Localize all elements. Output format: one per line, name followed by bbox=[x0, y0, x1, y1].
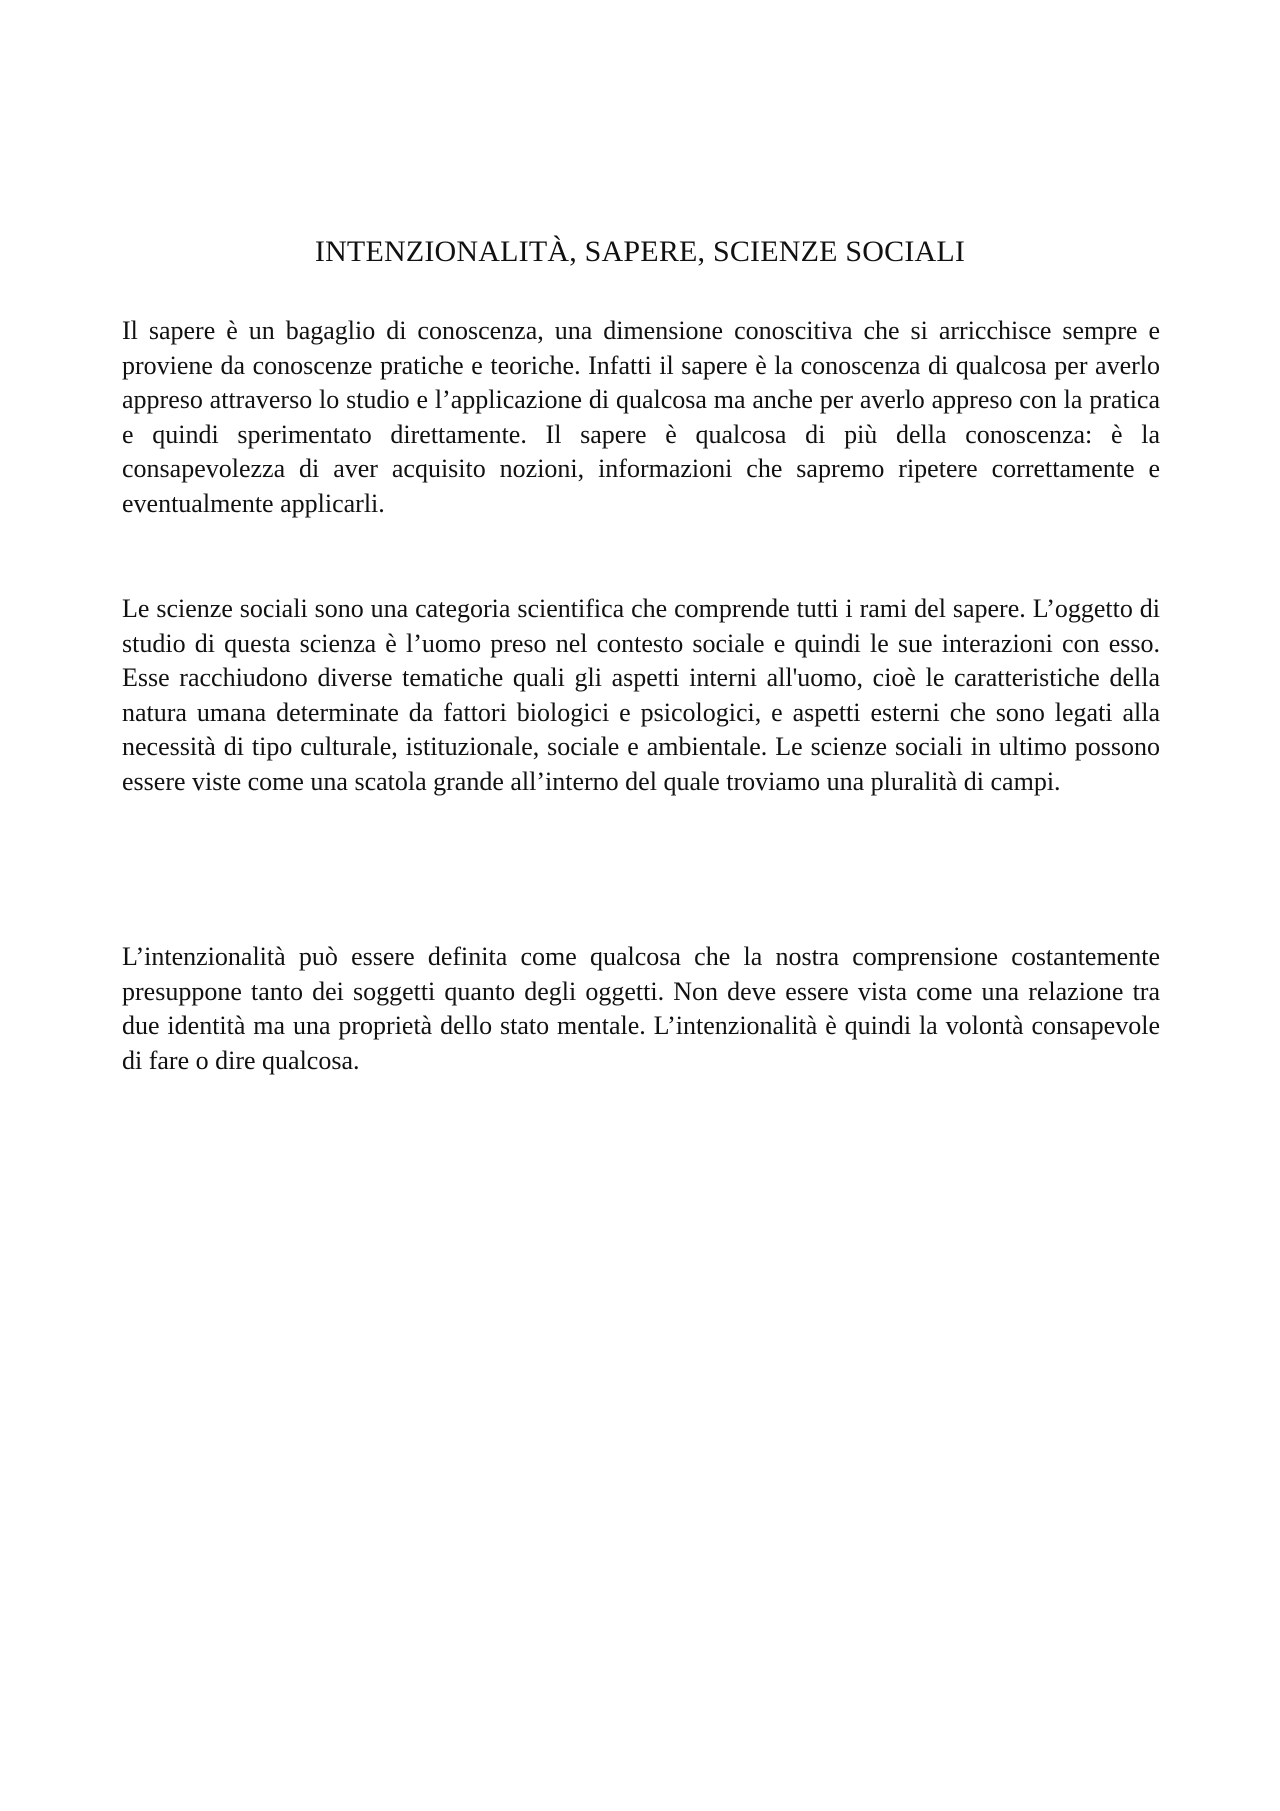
paragraph-scienze-sociali: Le scienze sociali sono una categoria scientifica che comprende tutti i rami del sapere. L’oggetto di studio di questa scienza è l’uomo preso nel contesto sociale e quindi le sue interazioni con esso. Esse racchiudono diverse tematiche quali gli aspetti interni all'uomo, cioè le caratteristiche della natura umana determinate da fattori biologici e psicologici, e aspetti esterni che sono legati alla necessità di tipo culturale, istituzionale, sociale e ambientale. Le scienze sociali in ultimo possono essere viste come una scatola grande all’interno del quale troviamo una pluralità di campi. bbox=[122, 594, 1160, 796]
paragraph-intenzionalita: L’intenzionalità può essere definita come qualcosa che la nostra comprensione costantemente presuppone tanto dei soggetti quanto degli oggetti. Non deve essere vista come una relazione tra due identità ma una proprietà dello stato mentale. L’intenzionalità è quindi la volontà consapevole di fare o dire qualcosa. bbox=[122, 942, 1160, 1075]
document-title: INTENZIONALITÀ, SAPERE, SCIENZE SOCIALI bbox=[314, 235, 966, 268]
paragraph-sapere: Il sapere è un bagaglio di conoscenza, una dimensione conoscitiva che si arricchisce sempre e proviene da conoscenze pratiche e teoriche. Infatti il sapere è la conoscenza di qualcosa per averlo appreso attraverso lo studio e l’applicazione di qualcosa ma anche per averlo appreso con la pratica e quindi sperimentato direttamente. Il sapere è qualcosa di più della conoscenza: è la consapevolezza di aver acquisito nozioni, informazioni che sapremo ripetere correttamente e eventualmente applicarli. bbox=[122, 316, 1160, 518]
